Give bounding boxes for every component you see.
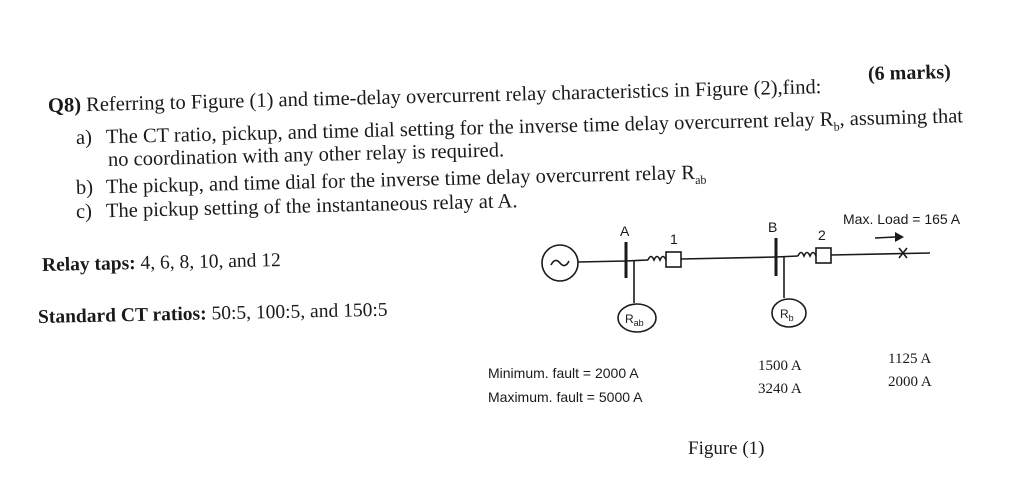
question-text: Referring to Figure (1) and time-delay overcurrent relay characteristics in Figure (2),find: xyxy=(85,76,822,117)
item-text: The pickup, and time dial for the inverse time delay overcurrent relay R xyxy=(105,161,696,199)
sine-wave-icon xyxy=(551,260,569,265)
end-max-fault: 2000 A xyxy=(888,374,932,390)
question-number: Q8) xyxy=(47,94,82,117)
line-segment xyxy=(776,256,798,257)
relay-taps-value: 4, 6, 8, 10, and 12 xyxy=(140,250,282,274)
relay-b-label: $R_b$ xyxy=(780,307,794,323)
ct-coil-icon xyxy=(648,257,666,261)
item-label: c) xyxy=(75,200,93,223)
ct-ratios-value: 50:5, 100:5, and 150:5 xyxy=(211,299,388,325)
min-fault-label: Minimum. fault = 2000 A xyxy=(488,365,639,381)
bus-b-max-fault: 3240 A xyxy=(758,381,802,397)
line-segment xyxy=(578,261,626,262)
ct-coil-icon xyxy=(798,253,816,257)
question-marks: (6 marks) xyxy=(867,60,952,85)
breaker-1-icon xyxy=(666,252,681,267)
load-arrowhead-icon xyxy=(895,232,904,242)
item-subscript: ab xyxy=(694,172,707,187)
item-subscript: b xyxy=(833,119,840,134)
max-fault-label: Maximum. fault = 5000 A xyxy=(488,389,643,405)
item-label: a) xyxy=(75,126,93,149)
bus-b-label: B xyxy=(768,219,778,235)
question-item-a-continuation: no coordination with any other relay is required. xyxy=(107,139,505,171)
line-segment xyxy=(831,253,930,255)
item-text: The CT ratio, pickup, and time dial setting for the inverse time delay overcurrent relay R xyxy=(105,108,834,149)
bus-b-min-fault: 1500 A xyxy=(758,358,802,374)
line-segment xyxy=(626,260,648,261)
relay-ab-label: $R_{ab}$ xyxy=(625,312,644,328)
max-load-label: Max. Load = 165 A xyxy=(843,211,961,227)
end-min-fault: 1125 A xyxy=(888,351,932,367)
bus-a-label: A xyxy=(620,223,630,239)
relay-taps-label: Relay taps: xyxy=(41,253,136,276)
line-segment xyxy=(681,257,776,259)
item-text: The pickup setting of the instantaneous relay at A. xyxy=(105,190,518,223)
load-arrow-icon xyxy=(875,237,895,238)
breaker-2-icon xyxy=(816,248,831,263)
item-text-end: , assuming that xyxy=(839,105,964,131)
ct-ratios-label: Standard CT ratios: xyxy=(37,303,207,328)
breaker-2-label: 2 xyxy=(818,227,826,243)
breaker-1-label: 1 xyxy=(670,231,678,247)
figure-caption: Figure (1) xyxy=(688,438,765,459)
item-label: b) xyxy=(75,176,94,199)
